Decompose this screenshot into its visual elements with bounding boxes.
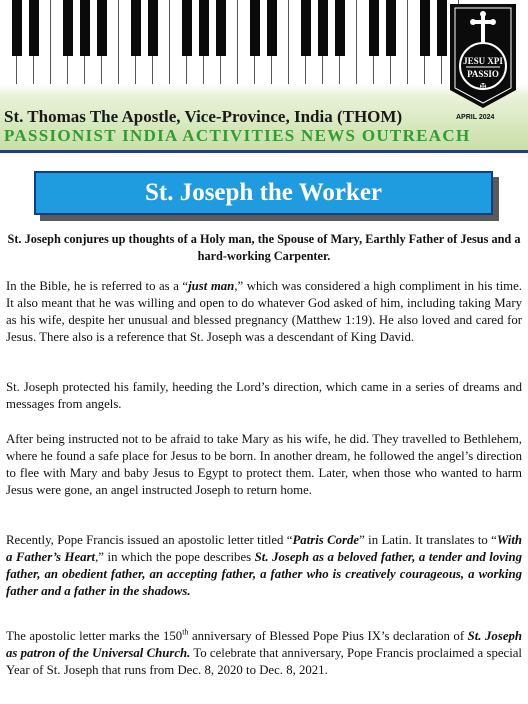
piano-black-key — [420, 0, 430, 56]
newsletter-header — [0, 0, 528, 150]
piano-black-key — [63, 0, 73, 56]
piano-black-key — [148, 0, 158, 56]
piano-keys-graphic — [0, 0, 450, 92]
piano-black-key — [29, 0, 39, 56]
piano-black-key — [267, 0, 277, 56]
piano-black-key — [250, 0, 260, 56]
emphasis-fathers-heart: With a Father’s Heart — [6, 533, 523, 564]
paragraph-1: In the Bible, he is referred to as a “just man,” which was considered a high compliment in his time. It also meant that he was willing and open to do whatever God asked of him, including taking Mary as his wife, despite her unusual and blessed pregnancy (Matthew 1:19). He also loved and cared for Jesus. There also is a reference that St. Joseph was a descendant of King David. — [6, 279, 522, 344]
emblem-text-1: JESU XPI — [463, 56, 503, 66]
newsletter-name: PASSIONIST INDIA ACTIVITIES NEWS OUTREACH — [4, 126, 471, 145]
piano-black-key — [318, 0, 328, 56]
piano-black-key — [97, 0, 107, 56]
title-banner — [34, 171, 493, 215]
paragraph-4: Recently, Pope Francis issued an apostolic letter titled “Patris Corde” in Latin. It translates to “With a Father’s Heart,” in which the pope describes St. Joseph as a beloved father, a tender and loving father, an obedient father, an accepting father, a father who is creatively courageous, a working father and a father in the shadows. — [6, 533, 523, 598]
article-title: St. Joseph the Worker — [144, 179, 383, 206]
piano-black-key — [301, 0, 311, 56]
header-divider — [0, 150, 528, 153]
paragraph-5: The apostolic letter marks the 150th anniversary of Blessed Pope Pius IX’s declaration of St. Joseph as patron of the Universal Church. To celebrate that anniversary, Pope Francis proclaimed a special Year of St. Joseph that runs from Dec. 8, 2020 to Dec. 8, 2021. — [6, 627, 523, 677]
piano-black-key — [335, 0, 345, 56]
svg-text:✠: ✠ — [479, 82, 487, 91]
paragraph-3: After being instructed not to be afraid to take Mary as his wife, he did. They travelled to Bethlehem, where he found a safe place for Jesus to be born. In another dream, he followed the angel’s direction to flee with Mary and baby Jesus to Egypt to protect them. Later, when those who wanted to harm Jesus were gone, an angel instructed Joseph to return home. — [6, 432, 522, 497]
province-title: St. Thomas The Apostle, Vice-Province, India (THOM) — [4, 107, 403, 126]
passionist-emblem-icon — [446, 4, 520, 108]
paragraph-2: St. Joseph protected his family, heeding the Lord’s direction, which came in a series of dreams and messages from angels. — [6, 380, 522, 411]
piano-black-key — [80, 0, 90, 56]
emblem-text-2: PASSIO — [467, 69, 499, 79]
piano-black-key — [199, 0, 209, 56]
emphasis-just-man: just man — [188, 279, 235, 293]
piano-black-key — [369, 0, 379, 56]
article-intro: St. Joseph conjures up thoughts of a Holy man, the Spouse of Mary, Earthly Father of Jesus and a hard-working Carpenter. — [7, 232, 521, 263]
emphasis-patron: St. Joseph as patron of the Universal Church. — [6, 629, 523, 660]
piano-black-key — [182, 0, 192, 56]
piano-black-key — [386, 0, 396, 56]
piano-black-key — [131, 0, 141, 56]
piano-black-key — [216, 0, 226, 56]
piano-black-key — [12, 0, 22, 56]
emphasis-patris-corde: Patris Corde — [292, 533, 360, 547]
issue-date: APRIL 2024 — [456, 114, 495, 121]
emphasis-father-list: St. Joseph as a beloved father, a tender and loving father, an obedient father, an accepting father, a father who is creatively courageous, a working father and a father in the shadows. — [6, 549, 522, 598]
